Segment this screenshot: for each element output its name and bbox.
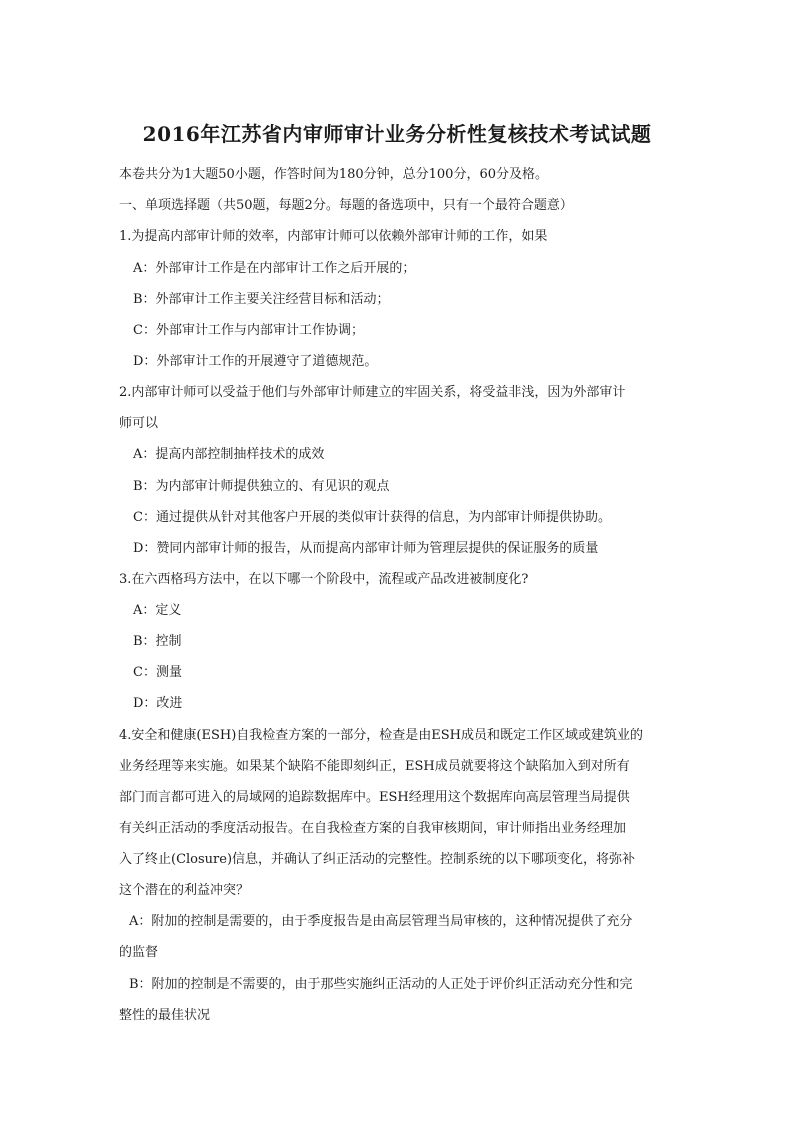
question-4-option-a-line-2: 的监督 [119, 945, 159, 960]
question-3-option-b: B：控制 [133, 634, 182, 649]
question-3-option-a: A：定义 [133, 603, 182, 618]
question-4-stem-line-1: 4.安全和健康(ESH)自我检查方案的一部分，检查是由ESH成员和既定工作区域或建筑业的 [119, 728, 644, 743]
question-3-stem: 3.在六西格玛方法中，在以下哪一个阶段中，流程或产品改进被制度化? [119, 572, 529, 587]
question-4-option-b-line-1: B：附加的控制是不需要的，由于那些实施纠正活动的人正处于评价纠正活动充分性和完 [129, 977, 633, 992]
question-1-option-d: D：外部审计工作的开展遵守了道德规范。 [133, 354, 378, 369]
question-4-option-a-line-1: A：附加的控制是需要的，由于季度报告是由高层管理当局审核的，这种情况提供了充分 [129, 914, 633, 929]
question-1-option-c: C：外部审计工作与内部审计工作协调； [133, 323, 364, 338]
section-heading: 一、单项选择题（共50题，每题2分。每题的备选项中，只有一个最符合题意） [119, 198, 573, 213]
question-1-option-a: A：外部审计工作是在内部审计工作之后开展的； [133, 261, 416, 276]
question-1-stem: 1.为提高内部审计师的效率，内部审计师可以依赖外部审计师的工作，如果 [119, 229, 548, 244]
question-4-stem-line-5: 入了终止(Closure)信息，并确认了纠正活动的完整性。控制系统的以下哪项变化，将弥补 [119, 852, 636, 867]
question-4-stem-line-2: 业务经理等来实施。如果某个缺陷不能即刻纠正，ESH成员就要将这个缺陷加入到对所有 [119, 759, 630, 774]
question-2-stem-line-1: 2.内部审计师可以受益于他们与外部审计师建立的牢固关系，将受益非浅，因为外部审计 [119, 385, 626, 400]
question-2-option-b: B：为内部审计师提供独立的、有见识的观点 [133, 479, 390, 494]
question-4-stem-line-3: 部门而言都可进入的局域网的追踪数据库中。ESH经理用这个数据库向高层管理当局提供 [119, 790, 630, 805]
question-2-stem-line-2: 师可以 [119, 416, 159, 431]
exam-intro: 本卷共分为1大题50小题，作答时间为180分钟，总分100分，60分及格。 [119, 167, 548, 182]
question-2-option-d: D：赞同内部审计师的报告，从而提高内部审计师为管理层提供的保证服务的质量 [133, 541, 599, 556]
question-2-option-c: C：通过提供从针对其他客户开展的类似审计获得的信息，为内部审计师提供协助。 [133, 510, 611, 525]
question-2-option-a: A：提高内部控制抽样技术的成效 [133, 447, 325, 462]
question-4-stem-line-6: 这个潜在的利益冲突？ [119, 883, 250, 898]
page-title: 2016年江苏省内审师审计业务分析性复核技术考试试题 [142, 122, 652, 146]
question-3-option-d: D：改进 [133, 696, 183, 711]
question-1-option-b: B：外部审计工作主要关注经营目标和活动； [133, 292, 390, 307]
question-4-option-b-line-2: 整性的最佳状况 [119, 1008, 211, 1023]
question-4-stem-line-4: 有关纠正活动的季度活动报告。在自我检查方案的自我审核期间，审计师指出业务经理加 [119, 821, 627, 836]
question-3-option-c: C：测量 [133, 665, 182, 680]
